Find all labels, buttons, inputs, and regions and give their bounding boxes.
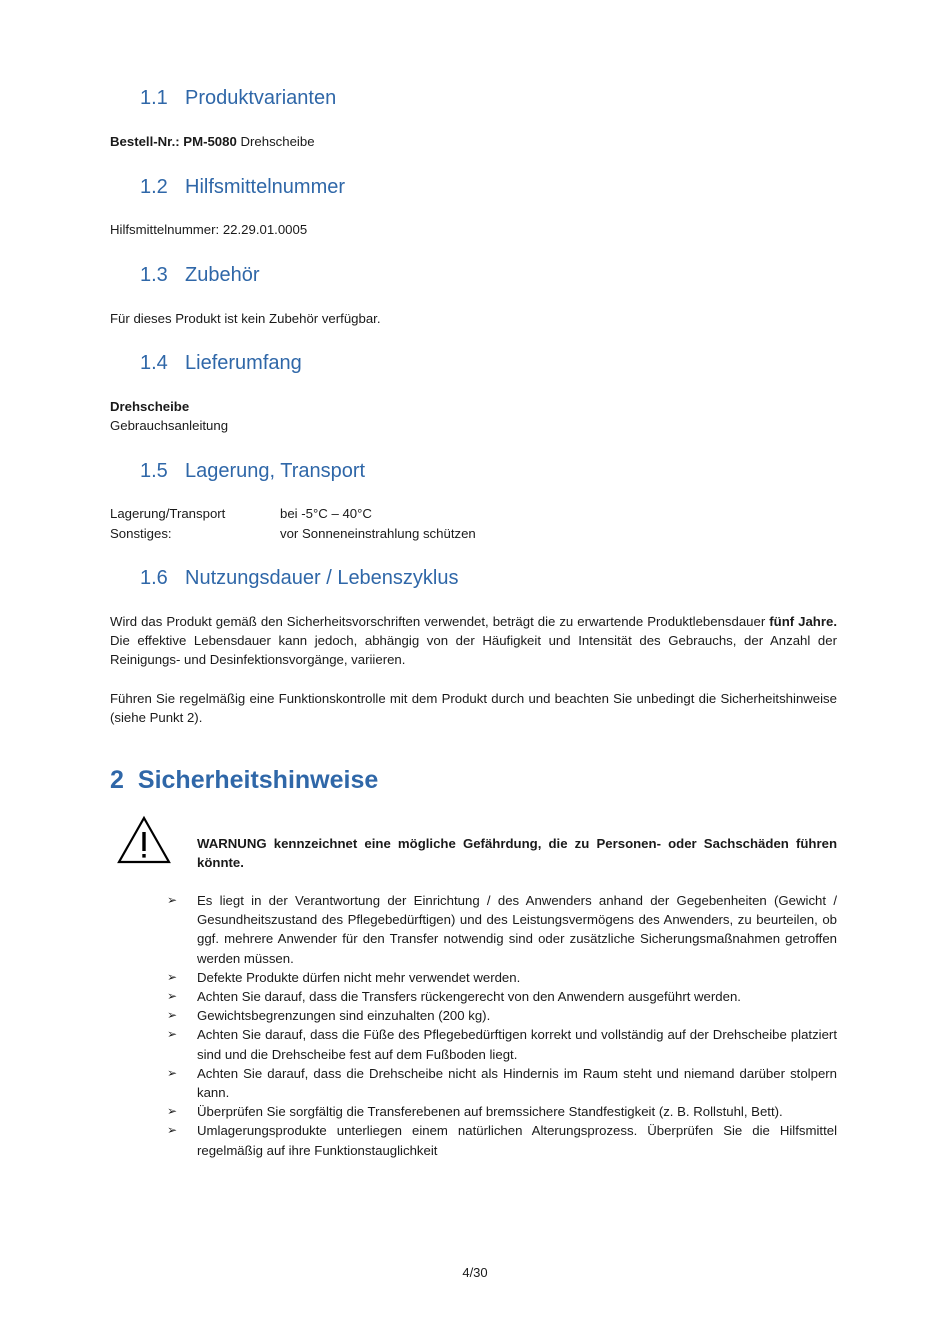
list-item	[165, 987, 837, 1006]
chapter-title: Sicherheitshinweise	[137, 766, 379, 794]
bullet-arrow-icon: ➢	[167, 1123, 178, 1138]
warning-triangle-icon	[116, 815, 172, 865]
heading-number: 1.6	[140, 567, 168, 589]
list-item-text: Achten Sie darauf, dass die Transfers rückengerecht von den Anwendern ausgeführt werden.	[197, 989, 741, 1005]
heading-hilfsmittelnummer	[140, 176, 345, 199]
heading-nutzungsdauer	[140, 567, 459, 590]
accessories-text: Für dieses Produkt ist kein Zubehör verfügbar.	[110, 311, 381, 326]
heading-lagerung-transport	[140, 460, 365, 483]
heading-title: Nutzungsdauer / Lebenszyklus	[185, 567, 459, 589]
heading-title: Hilfsmittelnummer	[185, 176, 346, 198]
other-row	[110, 524, 476, 543]
product-variant-line	[110, 132, 837, 151]
heading-title: Zubehör	[185, 264, 260, 286]
heading-zubehoer	[140, 264, 260, 287]
list-item-text: Achten Sie darauf, dass die Drehscheibe nicht als Hindernis im Raum steht und niemand darüber stolpern kann.	[197, 1065, 837, 1101]
heading-number: 1.2	[140, 176, 168, 198]
list-item-text: Defekte Produkte dürfen nicht mehr verwendet werden.	[197, 969, 521, 985]
heading-number: 1.3	[140, 264, 168, 286]
function-check-paragraph: Führen Sie regelmäßig eine Funktionskontrolle mit dem Produkt durch und beachten Sie unbedingt die Sicherheitshinweise (siehe Punkt 2).	[110, 691, 837, 726]
scope-item-drehscheibe: Drehscheibe	[110, 399, 190, 414]
list-item-text: Umlagerungsprodukte unterliegen einem natürlichen Alterungsprozess. Überprüfen Sie die Hilfsmittel regelmäßig auf ihre Funktionstauglichkeit	[197, 1123, 837, 1158]
order-number-code: PM-5080	[183, 134, 237, 149]
lifespan-text-b: Die effektive Lebensdauer kann jedoch, abhängig von der Häufigkeit und Intensität des Gebrauchs, der Anzahl der Reinigungs- und Desinfektionsvorgänge, variieren.	[110, 633, 837, 668]
bullet-arrow-icon: ➢	[167, 1104, 178, 1119]
heading-sicherheitshinweise	[110, 766, 378, 795]
page-number: 4/30	[462, 1265, 488, 1280]
other-key: Sonstiges:	[110, 526, 172, 541]
lifespan-years: fünf Jahre.	[769, 614, 837, 629]
heading-produktvarianten	[140, 87, 336, 110]
chapter-number: 2	[110, 766, 124, 794]
order-number-label: Bestell-Nr.:	[110, 134, 180, 149]
bullet-arrow-icon: ➢	[167, 1008, 178, 1023]
scope-item-anleitung: Gebrauchsanleitung	[110, 418, 229, 433]
heading-number: 1.1	[140, 87, 168, 109]
list-item-text: Es liegt in der Verantwortung der Einrichtung / des Anwenders anhand der Gegebenheiten (Gewicht / Gesundheitszustand des Pflegebedürftigen) und des Leistungsvermögens des Anwenders, zu beurteilen, ob ggf. mehrere Anwender für den Transfer notwendig sind oder zusätzliche Sicherungsmaßnahmen getroffen werden müssen.	[197, 893, 837, 966]
product-name: Drehscheibe	[240, 134, 315, 149]
heading-title: Lagerung, Transport	[185, 460, 366, 482]
list-item	[165, 968, 837, 987]
list-item	[165, 891, 837, 968]
bullet-arrow-icon: ➢	[167, 1027, 178, 1042]
list-item-text: Gewichtsbegrenzungen sind einzuhalten (200 kg).	[197, 1008, 491, 1024]
heading-title: Lieferumfang	[185, 352, 302, 374]
list-item	[165, 1064, 837, 1102]
aid-number-text: Hilfsmittelnummer: 22.29.01.0005	[110, 222, 308, 237]
bullet-arrow-icon: ➢	[167, 969, 178, 984]
heading-lieferumfang	[140, 352, 302, 375]
list-item	[165, 1102, 837, 1121]
list-item	[165, 1006, 837, 1025]
list-item-text: Überprüfen Sie sorgfältig die Transferebenen auf bremssichere Standfestigkeit (z. B. Rollstuhl, Bett).	[197, 1104, 783, 1120]
storage-row	[110, 504, 372, 523]
storage-value: bei -5°C – 40°C	[280, 506, 372, 521]
lifespan-text-a: Wird das Produkt gemäß den Sicherheitsvorschriften verwendet, beträgt die zu erwartende Produktlebensdauer	[110, 614, 766, 629]
bullet-arrow-icon: ➢	[167, 989, 178, 1004]
storage-key: Lagerung/Transport	[110, 506, 226, 521]
bullet-arrow-icon: ➢	[167, 893, 178, 907]
list-item	[165, 1121, 837, 1159]
list-item-text: Achten Sie darauf, dass die Füße des Pflegebedürftigen korrekt und vollständig auf der Drehscheibe platziert sind und die Drehscheibe fest auf dem Fußboden liegt.	[197, 1027, 837, 1062]
lifespan-paragraph	[110, 612, 837, 670]
warning-text: WARNUNG kennzeichnet eine mögliche Gefährdung, die zu Personen- oder Sachschäden führen könnte.	[197, 836, 837, 871]
heading-number: 1.4	[140, 352, 168, 374]
heading-number: 1.5	[140, 460, 168, 482]
other-value: vor Sonneneinstrahlung schützen	[280, 526, 476, 541]
heading-title: Produktvarianten	[185, 87, 337, 109]
list-item	[165, 1025, 837, 1063]
bullet-arrow-icon: ➢	[167, 1065, 178, 1080]
safety-list	[165, 891, 837, 1160]
